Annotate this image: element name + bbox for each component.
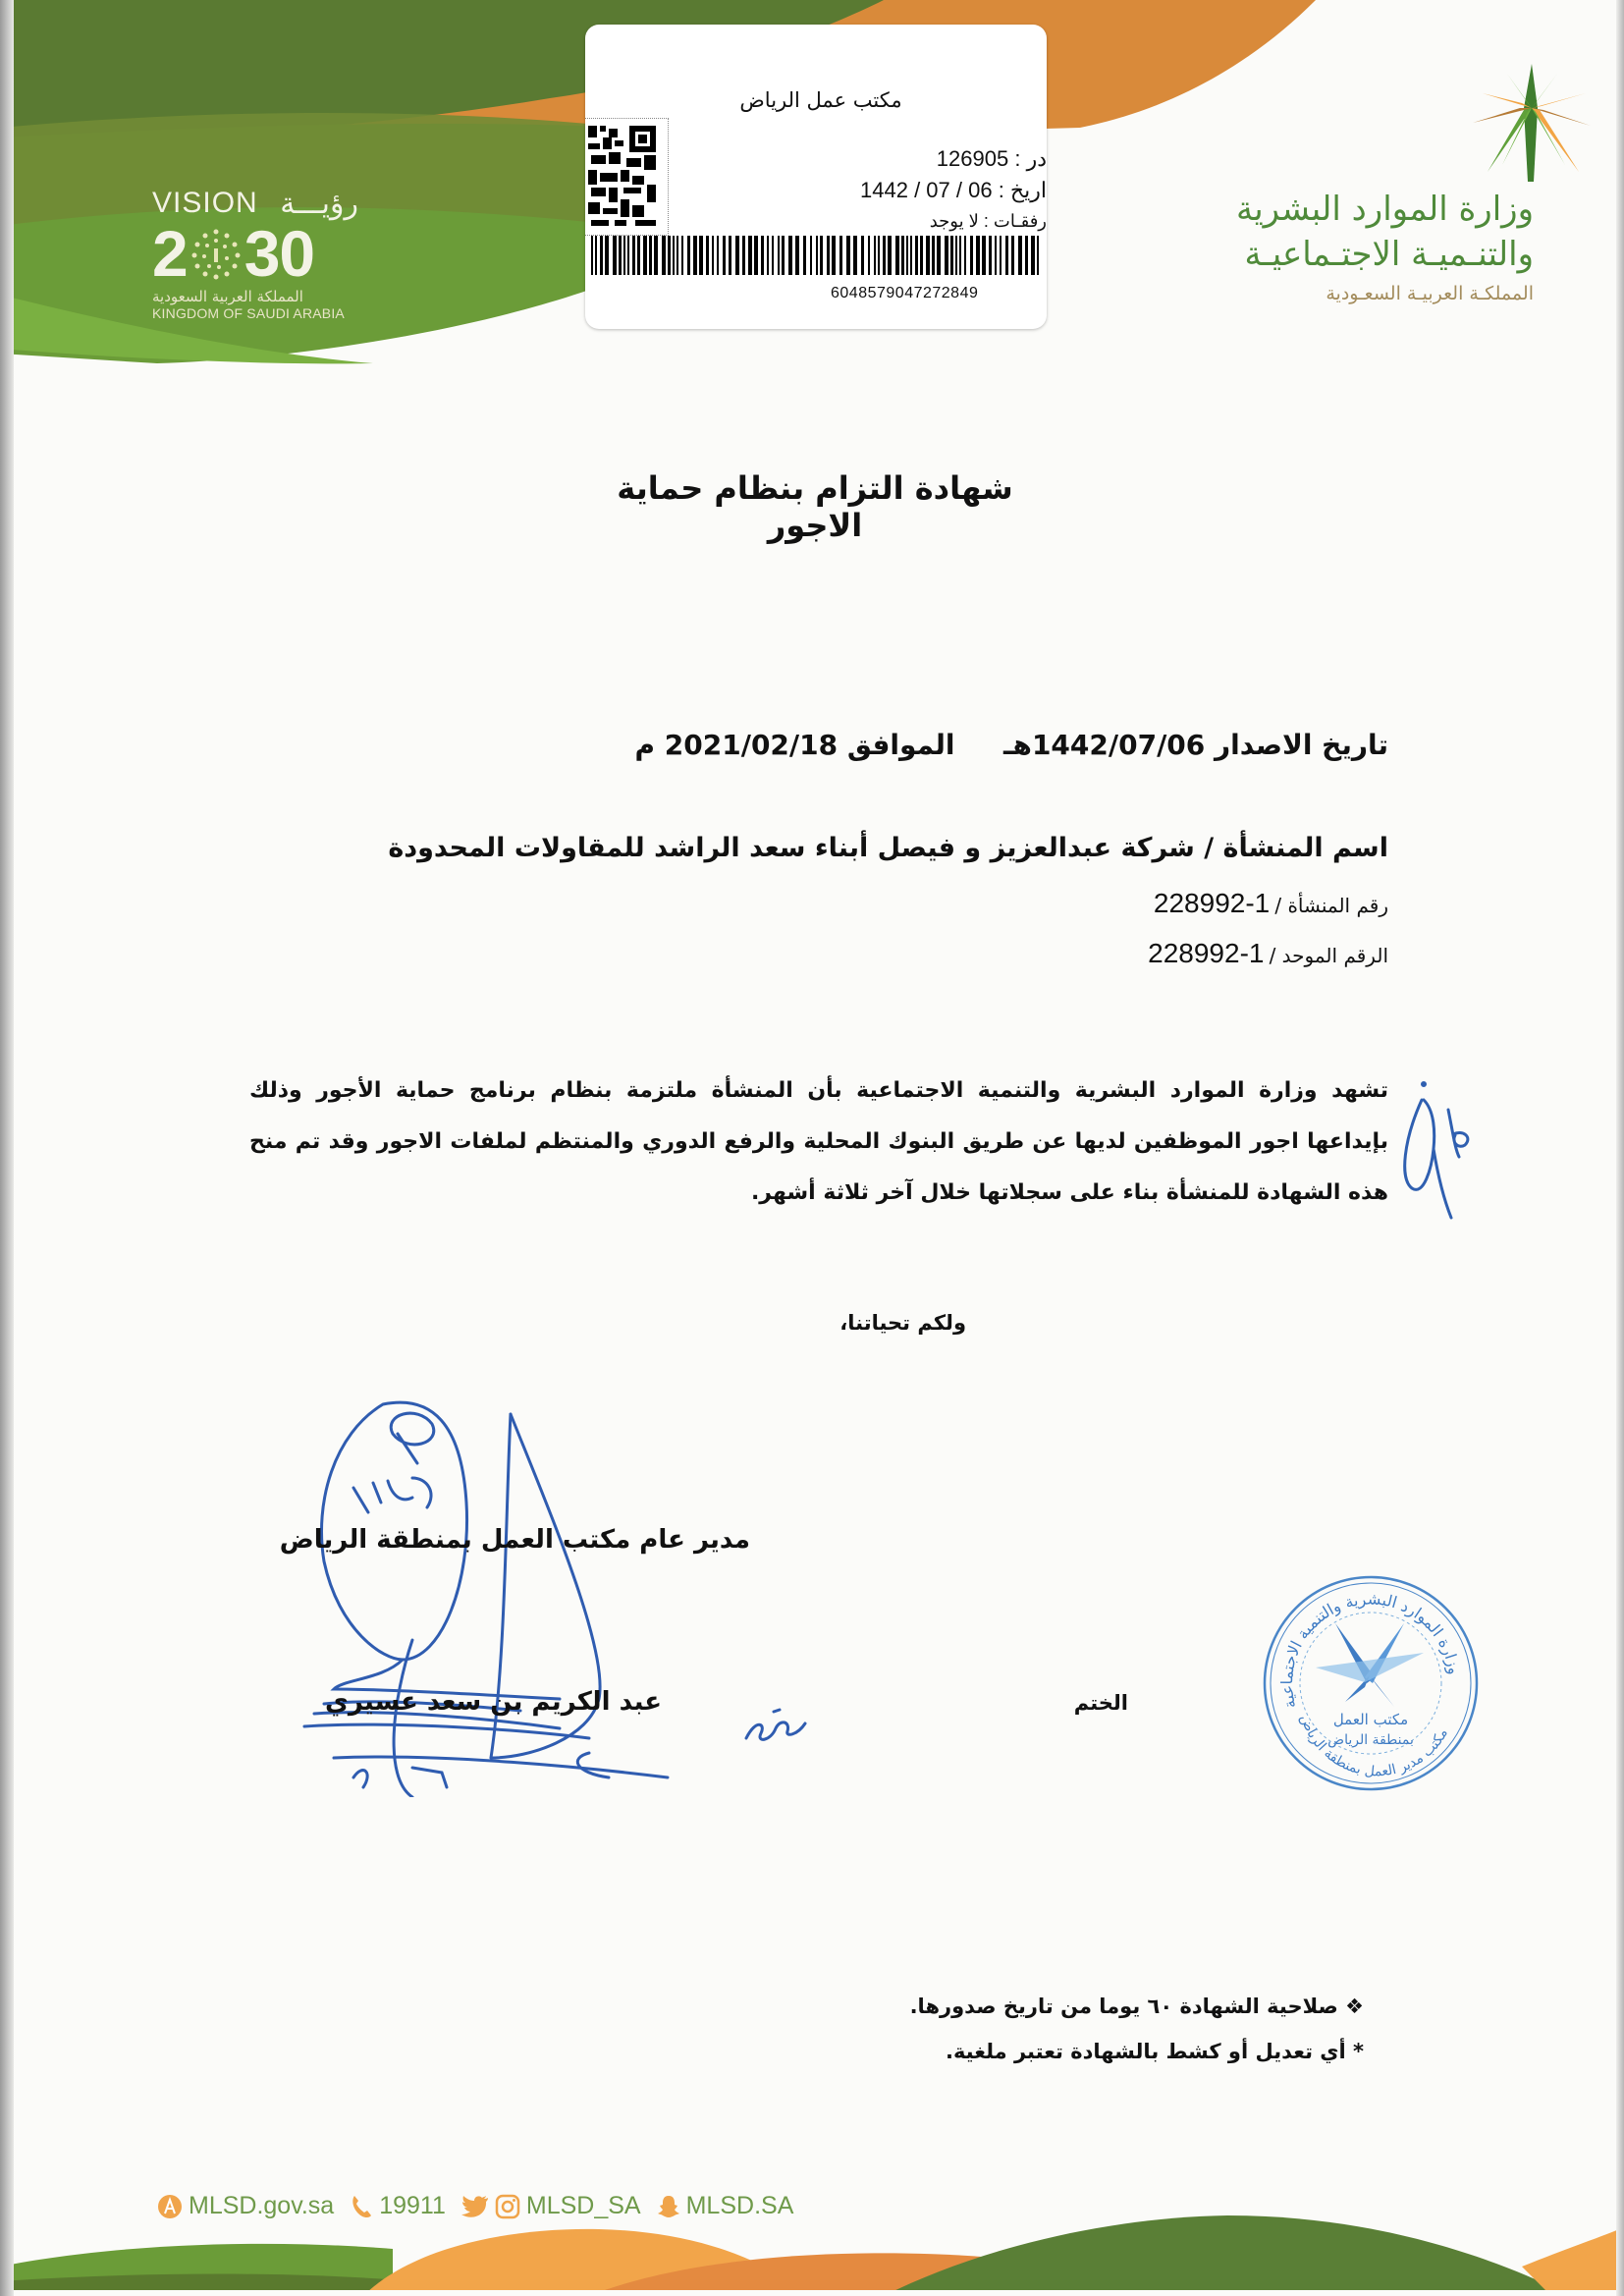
barcode-bar <box>846 236 850 275</box>
initials-signature <box>1394 1080 1483 1228</box>
barcode-bar <box>839 236 842 275</box>
ministry-logo-text <box>1236 187 1534 304</box>
barcode-bar <box>600 236 603 275</box>
barcode-bar <box>920 236 923 275</box>
unified-number-line <box>1148 938 1388 969</box>
barcode-bar <box>619 236 622 275</box>
seal-label: الختم <box>1073 1691 1128 1715</box>
ministry-country: المملكـة العربيـة السعـودية <box>1326 283 1534 304</box>
barcode-bar <box>1011 236 1014 275</box>
sticker-number-row <box>937 146 1047 172</box>
footer-decoration <box>0 2188 1624 2296</box>
barcode-bar <box>955 236 957 275</box>
establishment-number-line <box>1154 888 1388 919</box>
establishment-name-label: اسم المنشأة / <box>1204 833 1388 863</box>
barcode-bar <box>754 236 758 275</box>
kingdom-en-label: KINGDOM OF SAUDI ARABIA <box>152 305 345 321</box>
barcode-bar <box>1031 236 1035 275</box>
hijri-suffix: هـ <box>1002 729 1032 761</box>
gregorian-suffix: م <box>634 729 656 761</box>
barcode-bar <box>761 236 764 275</box>
barcode-bar <box>1005 236 1008 275</box>
sticker-attachments-value: لا يوجد <box>929 211 979 231</box>
barcode-bar <box>643 236 647 275</box>
sticker-number-value: 126905 <box>936 146 1009 171</box>
snapchat-text: MLSD.SA <box>685 2192 794 2219</box>
barcode-bar <box>717 236 719 275</box>
establishment-name: شركة عبدالعزيز و فيصل أبناء سعد الراشد للمقاولات المحدودة <box>388 833 1195 863</box>
barcode-bar <box>945 236 948 275</box>
barcode-bar <box>673 236 675 275</box>
unified-number-label: الرقم الموحد / <box>1269 944 1388 967</box>
establishment-number: 228992-1 <box>1153 888 1271 918</box>
barcode-bar <box>832 236 836 275</box>
ministry-name-line1: وزارة الموارد البشرية <box>1235 190 1534 229</box>
seal-outer-text: وزارة الموارد البشرية والتنمية الاجتماعية <box>1277 1589 1464 1711</box>
barcode-bar <box>772 236 774 275</box>
barcode-bar <box>627 236 629 275</box>
barcode-bar <box>623 236 625 275</box>
vision-year-left: 2 <box>152 217 188 290</box>
barcode-bar <box>989 236 992 275</box>
closing-greeting: ولكم تحياتنا، <box>839 1311 966 1335</box>
barcode-bar <box>662 236 666 275</box>
barcode-bar <box>1037 236 1039 275</box>
barcode-bar <box>861 236 864 275</box>
barcode-bar <box>712 236 714 275</box>
sticker-date-label: اريخ : <box>998 178 1047 202</box>
barcode-bar <box>649 236 652 275</box>
barcode-bar <box>820 236 823 275</box>
kingdom-ar-label: المملكة العربية السعودية <box>152 288 303 305</box>
barcode-bar <box>976 236 980 275</box>
barcode-bar <box>810 236 812 275</box>
handwritten-note <box>736 1704 815 1753</box>
reference-sticker <box>585 25 1047 329</box>
barcode-bar <box>803 236 806 275</box>
official-seal-stamp <box>1257 1569 1485 1797</box>
sticker-number-label: در : <box>1014 146 1047 171</box>
issue-date-label: تاريخ الاصدار <box>1215 729 1388 761</box>
barcode-bar <box>637 236 640 275</box>
issue-date-line <box>635 729 1388 761</box>
barcode-bar <box>888 236 892 275</box>
barcode-bar <box>742 236 745 275</box>
certificate-body-text: تشهد وزارة الموارد البشرية والتنمية الاجتماعية بأن المنشأة ملتزمة بنظام برنامج حماية الأجور وذلك بإيداعها اجور الموظفين لديها عن طريق البنوك المحلية والرفع الدوري والمنتظم لملفات الاجور وقد تم منح هذه الشهادة للمنشأة بناء على سجلاتها خلال آخر ثلاثة أشهر. <box>249 1078 1388 1205</box>
sticker-date-row <box>860 178 1047 203</box>
barcode-bar <box>1000 236 1001 275</box>
website-text: MLSD.gov.sa <box>189 2192 335 2219</box>
sticker-attachments-row <box>930 211 1047 232</box>
barcode-bar <box>723 236 726 275</box>
barcode-bar <box>982 236 986 275</box>
social-handle-text: MLSD_SA <box>525 2192 641 2219</box>
signatory-name: عبد الكريم بن سعد عسيري <box>325 1687 662 1717</box>
barcode-bar <box>959 236 961 275</box>
vision-2030-logo <box>152 187 358 321</box>
signatory-title: مدير عام مكتب العمل بمنطقة الرياض <box>279 1525 750 1555</box>
barcode-bar <box>995 236 997 275</box>
barcode-bar <box>699 236 703 275</box>
seal-inner-line2: بمنطقة الرياض <box>1327 1732 1414 1748</box>
seal-bottom-text: مكتب مدير العمل بمنطقة الرياض <box>1296 1712 1451 1780</box>
ministry-palm-logo-icon <box>1463 49 1600 187</box>
barcode-bar <box>681 236 683 275</box>
barcode-bar <box>795 236 799 275</box>
barcode-bar <box>778 236 780 275</box>
certificate-notes <box>910 1984 1364 2074</box>
issue-date-gregorian: 2021/02/18 <box>664 729 839 761</box>
ministry-name-line2: والتنـميـة الاجتـماعيـة <box>1244 235 1534 274</box>
corresponding-label: الموافق <box>846 729 955 761</box>
barcode-bar <box>735 236 739 275</box>
barcode-bar <box>591 236 593 275</box>
barcode-bar <box>782 236 785 275</box>
barcode-bar <box>926 236 930 275</box>
barcode-bar <box>906 236 908 275</box>
barcode-bar <box>595 236 597 275</box>
barcode-number: 6048579047272849 <box>831 285 979 301</box>
barcode-bar <box>668 236 671 275</box>
barcode-bar <box>613 236 617 275</box>
barcode-bar <box>677 236 678 275</box>
sticker-date-value: 1442 / 07 / 06 <box>860 178 993 202</box>
seal-emblem-icon <box>1316 1623 1424 1707</box>
barcode-bar <box>878 236 880 275</box>
vision-en-label: VISION <box>152 187 258 219</box>
barcode-bar <box>901 236 904 275</box>
vision-ar-label: رؤيـــة <box>280 188 358 220</box>
phone-text: 19911 <box>379 2192 446 2219</box>
barcode-bar <box>729 236 731 275</box>
unified-number: 228992-1 <box>1148 938 1265 968</box>
sticker-attachments-label: رفقـات : <box>983 211 1047 231</box>
barcode-bar <box>937 236 941 275</box>
barcode-bar <box>687 236 690 275</box>
qr-code-icon <box>585 123 662 229</box>
vision-year-right: 30 <box>244 217 315 290</box>
vision-emblem-icon <box>189 227 243 280</box>
note-tampering: * أي تعديل أو كشط بالشهادة تعتبر ملغية. <box>945 2040 1364 2063</box>
seal-inner-line1: مكتب العمل <box>1332 1711 1409 1728</box>
barcode-bar <box>816 236 818 275</box>
establishment-number-label: رقم المنشأة / <box>1274 894 1388 917</box>
issue-date-hijri: 1442/07/06 <box>1031 729 1206 761</box>
barcode-bar <box>693 236 697 275</box>
barcode-bar <box>874 236 876 275</box>
barcode-bar <box>605 236 609 275</box>
barcode-bar <box>970 236 973 275</box>
certificate-title: شهادة التزام بنظام حماية الاجور <box>617 469 1013 544</box>
barcode-bar <box>932 236 935 275</box>
barcode-bar <box>632 236 635 275</box>
barcode-bar <box>915 236 918 275</box>
sticker-office-name: مكتب عمل الرياض <box>739 88 902 112</box>
barcode-bar <box>654 236 658 275</box>
barcode-bar <box>910 236 912 275</box>
barcode-bar <box>1018 236 1022 275</box>
establishment-name-line <box>388 833 1388 863</box>
barcode-bar <box>895 236 899 275</box>
barcode-icon <box>591 236 1039 275</box>
barcode-bar <box>1025 236 1028 275</box>
barcode-bar <box>827 236 830 275</box>
barcode-bar <box>868 236 870 275</box>
barcode-bar <box>706 236 709 275</box>
barcode-bar <box>964 236 966 275</box>
barcode-bar <box>748 236 752 275</box>
barcode-bar <box>950 236 953 275</box>
barcode-bar <box>767 236 769 275</box>
barcode-bar <box>853 236 857 275</box>
barcode-bar <box>883 236 886 275</box>
note-validity: ❖ صلاحية الشهادة ٦٠ يوما من تاريخ صدورها. <box>909 1995 1364 2018</box>
barcode-bar <box>788 236 792 275</box>
